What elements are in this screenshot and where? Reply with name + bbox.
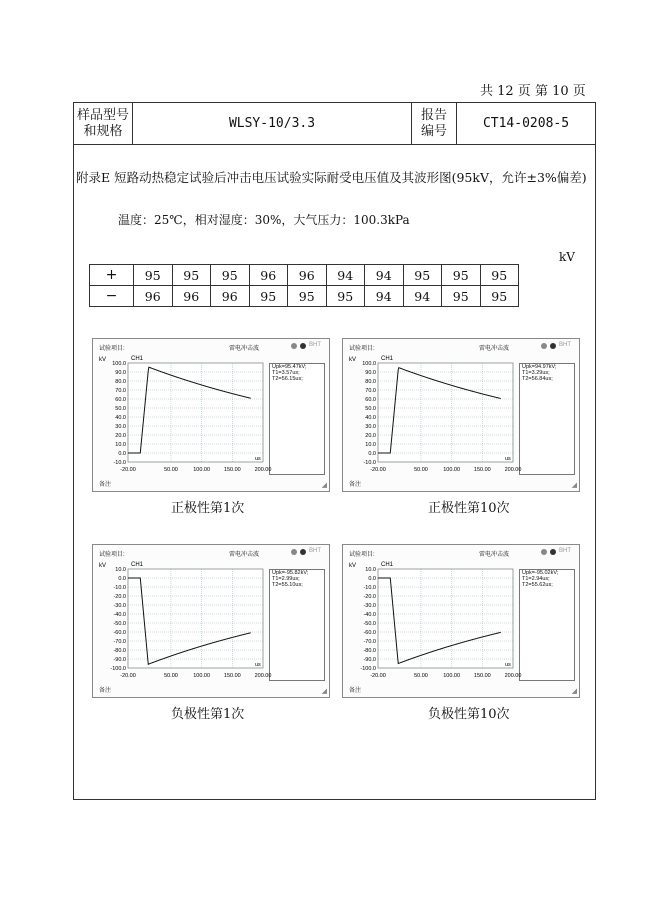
y-tick-label: 50.0 (115, 406, 126, 412)
y-tick-label: -70.0 (113, 639, 126, 645)
y-unit-label: kV (349, 357, 357, 363)
polarity-cell: + (90, 265, 134, 286)
x-unit-label: us (505, 456, 511, 462)
osc-note: 备注 (349, 688, 362, 694)
x-tick-label: -20.00 (120, 467, 136, 473)
x-tick-label: 200.00 (504, 467, 522, 473)
osc-info-line: Upk=-95.02kV; (522, 570, 559, 576)
plot-area (128, 569, 263, 668)
status-led-icon (300, 549, 306, 555)
osc-info-line: T1=2.99us; (272, 576, 300, 582)
osc-brand: BHT (309, 342, 321, 348)
page-number: 共 12 页 第 10 页 (480, 84, 586, 99)
channel-label: CH1 (381, 562, 394, 568)
y-tick-label: -10.0 (113, 460, 126, 466)
y-tick-label: 70.0 (115, 388, 126, 394)
osc-plot (97, 351, 272, 479)
status-led-icon (541, 549, 547, 555)
status-led-icon (291, 549, 297, 555)
y-tick-label: 10.0 (365, 442, 376, 448)
resize-grip-icon: ◢ (571, 688, 577, 695)
plot-area (378, 363, 513, 462)
x-tick-label: 150.00 (223, 467, 241, 473)
status-led-icon (300, 343, 306, 349)
osc-info-line: T2=55.62us; (522, 582, 553, 588)
y-tick-label: -10.0 (363, 585, 376, 591)
y-tick-label: -30.0 (363, 603, 376, 609)
y-tick-label: 0.0 (118, 576, 126, 582)
osc-info-line: T2=56.15us; (272, 376, 303, 382)
y-tick-label: -90.0 (363, 657, 376, 663)
x-tick-label: 50.00 (414, 673, 428, 679)
y-tick-label: -20.0 (363, 594, 376, 600)
y-unit-label: kV (99, 357, 107, 363)
osc-mode: 雷电冲击波 (229, 346, 260, 352)
x-tick-label: 100.00 (193, 673, 211, 679)
report-number: CT14-0208-5 (457, 103, 596, 145)
value-cell: 95 (288, 286, 327, 307)
x-tick-label: 50.00 (164, 673, 178, 679)
y-tick-label: -50.0 (113, 621, 126, 627)
y-tick-label: -10.0 (113, 585, 126, 591)
y-unit-label: kV (349, 563, 357, 569)
table-row-positive (90, 265, 519, 286)
table-row-negative (90, 286, 519, 307)
x-unit-label: us (505, 662, 511, 668)
y-tick-label: 40.0 (365, 415, 376, 421)
x-tick-label: 200.00 (504, 673, 522, 679)
y-tick-label: 90.0 (365, 370, 376, 376)
y-tick-label: 10.0 (115, 442, 126, 448)
osc-title: 试验项目: (99, 346, 125, 352)
x-unit-label: us (255, 662, 261, 668)
y-tick-label: 10.0 (115, 567, 126, 573)
y-tick-label: -40.0 (363, 612, 376, 618)
y-tick-label: 30.0 (365, 424, 376, 430)
appendix-title: 附录E 短路动热稳定试验后冲击电压试验实际耐受电压值及其波形图(95kV，允许±3%偏差) (76, 170, 587, 185)
value-cell: 96 (211, 286, 250, 307)
status-led-icon (291, 343, 297, 349)
osc-info-line: T1=3.29us; (522, 370, 550, 376)
value-cell: 95 (403, 265, 442, 286)
y-unit-label: kV (99, 563, 107, 569)
value-cell: 96 (288, 265, 327, 286)
y-tick-label: -10.0 (363, 460, 376, 466)
value-cell: 94 (326, 265, 365, 286)
osc-note: 备注 (349, 482, 362, 488)
value-cell: 95 (172, 265, 211, 286)
osc-info-line: T2=55.10us; (272, 582, 303, 588)
model-label-line2: 和规格 (83, 123, 123, 139)
table-unit: kV (559, 250, 575, 264)
oscillogram-negative-10 (342, 544, 580, 698)
caption-positive-10: 正极性第10次 (428, 501, 510, 516)
y-tick-label: -20.0 (113, 594, 126, 600)
x-tick-label: 200.00 (254, 467, 272, 473)
x-tick-label: 100.00 (443, 467, 461, 473)
osc-info-line: Upk=-95.82kV; (272, 570, 309, 576)
channel-label: CH1 (381, 356, 394, 362)
y-tick-label: -100.0 (360, 666, 376, 672)
channel-label: CH1 (131, 356, 144, 362)
y-tick-label: -40.0 (113, 612, 126, 618)
y-tick-label: -80.0 (113, 648, 126, 654)
osc-info-line: Upk=94.97kV; (522, 364, 557, 370)
osc-title: 试验项目: (99, 552, 125, 558)
x-tick-label: 100.00 (443, 673, 461, 679)
osc-plot (347, 557, 522, 685)
plot-area (128, 363, 263, 462)
x-unit-label: us (255, 456, 261, 462)
y-tick-label: 0.0 (368, 576, 376, 582)
osc-info-panel (269, 569, 325, 681)
y-tick-label: 10.0 (365, 567, 376, 573)
osc-plot (347, 351, 522, 479)
osc-info-panel (519, 363, 575, 475)
y-tick-label: 80.0 (115, 379, 126, 385)
y-tick-label: 0.0 (118, 451, 126, 457)
caption-negative-10: 负极性第10次 (428, 707, 510, 722)
oscillogram-positive-1 (92, 338, 330, 492)
x-tick-label: 150.00 (223, 673, 241, 679)
y-tick-label: -50.0 (363, 621, 376, 627)
value-cell: 96 (134, 286, 173, 307)
x-tick-label: 50.00 (414, 467, 428, 473)
value-cell: 94 (365, 265, 404, 286)
withstand-voltage-table (89, 264, 519, 307)
osc-note: 备注 (99, 688, 112, 694)
osc-mode: 雷电冲击波 (479, 552, 510, 558)
test-conditions: 温度：25℃，相对湿度：30%，大气压力：100.3kPa (118, 213, 410, 227)
model-value: WLSY-10/3.3 (133, 103, 412, 145)
osc-mode: 雷电冲击波 (229, 552, 260, 558)
x-tick-label: 150.00 (473, 467, 491, 473)
osc-brand: BHT (309, 548, 321, 554)
polarity-cell: − (90, 286, 134, 307)
osc-note: 备注 (99, 482, 112, 488)
y-tick-label: 80.0 (365, 379, 376, 385)
osc-info-panel (269, 363, 325, 475)
caption-positive-1: 正极性第1次 (171, 501, 245, 516)
value-cell: 95 (249, 286, 288, 307)
value-cell: 95 (326, 286, 365, 307)
osc-info-line: Upk=95.47kV; (272, 364, 307, 370)
y-tick-label: 20.0 (365, 433, 376, 439)
status-led-icon (550, 549, 556, 555)
y-tick-label: 100.0 (112, 361, 126, 367)
y-tick-label: -30.0 (113, 603, 126, 609)
osc-info-panel (519, 569, 575, 681)
osc-title: 试验项目: (349, 552, 375, 558)
oscillogram-negative-1 (92, 544, 330, 698)
status-led-icon (550, 343, 556, 349)
x-tick-label: -20.00 (370, 467, 386, 473)
resize-grip-icon: ◢ (321, 482, 327, 489)
y-tick-label: 60.0 (115, 397, 126, 403)
resize-grip-icon: ◢ (321, 688, 327, 695)
value-cell: 96 (172, 286, 211, 307)
report-label-line2: 编号 (420, 123, 447, 139)
model-label-line1: 样品型号 (76, 107, 129, 123)
y-tick-label: 30.0 (115, 424, 126, 430)
report-label-line1: 报告 (420, 107, 447, 123)
osc-info-line: T1=2.94us; (522, 576, 550, 582)
y-tick-label: -90.0 (113, 657, 126, 663)
x-tick-label: 50.00 (164, 467, 178, 473)
y-tick-label: 90.0 (115, 370, 126, 376)
y-tick-label: -100.0 (110, 666, 126, 672)
value-cell: 94 (403, 286, 442, 307)
x-tick-label: 200.00 (254, 673, 272, 679)
value-cell: 95 (134, 265, 173, 286)
y-tick-label: 60.0 (365, 397, 376, 403)
y-tick-label: -60.0 (363, 630, 376, 636)
osc-info-line: T1=3.57us; (272, 370, 300, 376)
x-tick-label: -20.00 (120, 673, 136, 679)
status-led-icon (541, 343, 547, 349)
y-tick-label: -60.0 (113, 630, 126, 636)
value-cell: 95 (442, 286, 481, 307)
x-tick-label: 150.00 (473, 673, 491, 679)
oscillogram-positive-10 (342, 338, 580, 492)
osc-mode: 雷电冲击波 (479, 346, 510, 352)
value-cell: 95 (480, 286, 519, 307)
value-cell: 95 (211, 265, 250, 286)
x-tick-label: 100.00 (193, 467, 211, 473)
osc-plot (97, 557, 272, 685)
report-label (412, 103, 457, 145)
osc-brand: BHT (559, 548, 571, 554)
osc-info-line: T2=56.84us; (522, 376, 553, 382)
x-tick-label: -20.00 (370, 673, 386, 679)
y-tick-label: -80.0 (363, 648, 376, 654)
y-tick-label: 50.0 (365, 406, 376, 412)
y-tick-label: 20.0 (115, 433, 126, 439)
y-tick-label: 100.0 (362, 361, 376, 367)
osc-title: 试验项目: (349, 346, 375, 352)
plot-area (378, 569, 513, 668)
resize-grip-icon: ◢ (571, 482, 577, 489)
header-table (74, 103, 595, 145)
value-cell: 95 (480, 265, 519, 286)
caption-negative-1: 负极性第1次 (171, 707, 245, 722)
value-cell: 94 (365, 286, 404, 307)
model-label (74, 103, 133, 145)
value-cell: 96 (249, 265, 288, 286)
y-tick-label: -70.0 (363, 639, 376, 645)
osc-brand: BHT (559, 342, 571, 348)
channel-label: CH1 (131, 562, 144, 568)
value-cell: 95 (442, 265, 481, 286)
y-tick-label: 40.0 (115, 415, 126, 421)
y-tick-label: 0.0 (368, 451, 376, 457)
y-tick-label: 70.0 (365, 388, 376, 394)
